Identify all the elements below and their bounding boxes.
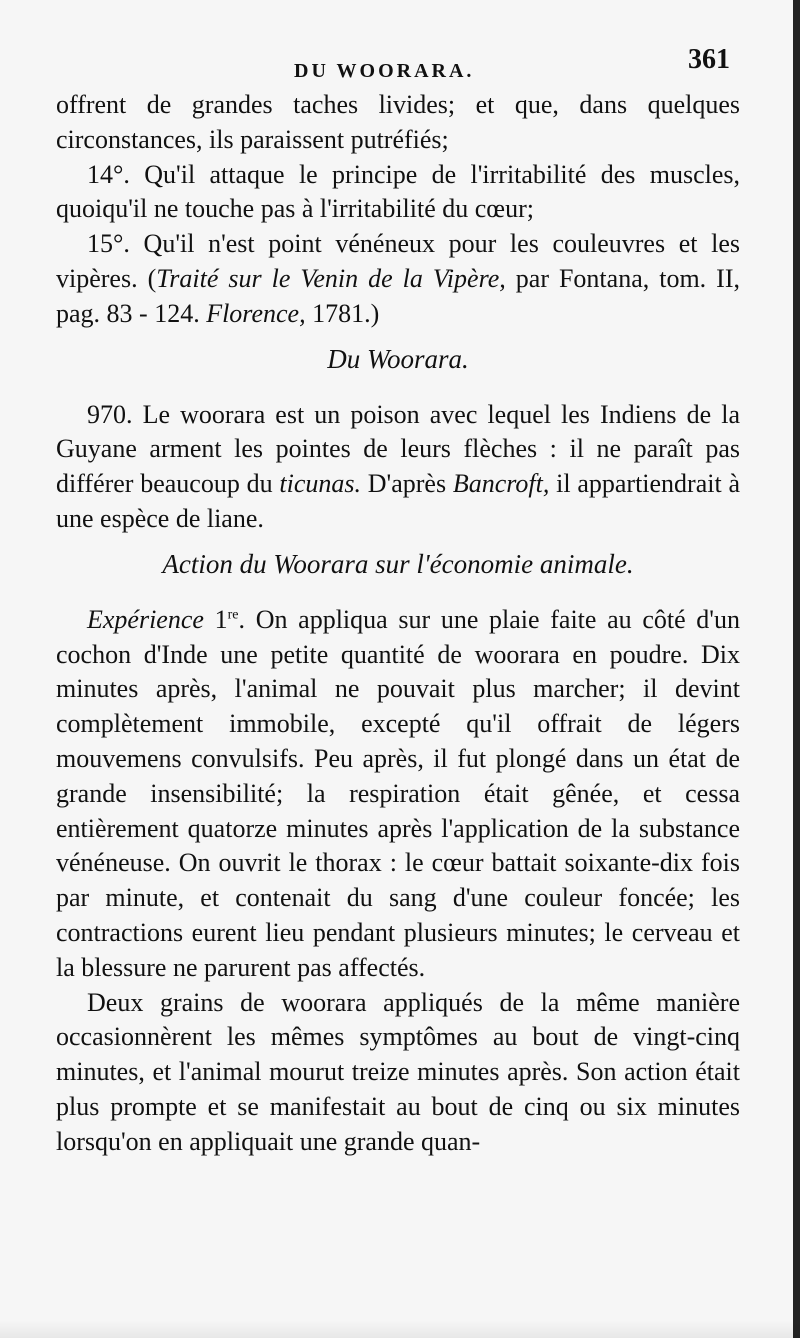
running-head: DU WOORARA.	[294, 60, 475, 82]
paragraph-970	[56, 398, 740, 537]
citation-place: Florence,	[206, 298, 306, 328]
page-header	[0, 44, 800, 84]
scan-edge	[793, 0, 800, 1338]
paragraph-970-middle: D'après	[360, 469, 453, 499]
section-heading: Du Woorara.	[327, 343, 469, 374]
numbered-point-15	[56, 227, 740, 331]
paragraph-continuation: offrent de grandes taches livides; et que, dans quelques circonstances, ils paraissent putréfiés;	[56, 90, 740, 154]
experiment-label: Expérience	[87, 604, 204, 634]
page-number: 361	[688, 44, 730, 75]
italic-bancroft: Bancroft,	[452, 469, 550, 499]
scan-shadow	[0, 1320, 800, 1338]
numbered-point-14: 14°. Qu'il attaque le principe de l'irritabilité des muscles, quoiqu'il ne touche pas à l'irritabilité du cœur;	[56, 159, 740, 224]
subsection-heading: Action du Woorara sur l'économie animale.	[162, 548, 634, 579]
italic-ticunas: ticunas.	[279, 469, 361, 499]
paragraph-970-text: 970. Le woorara est un poison avec lequel les Indiens de la Guyane arment les pointes de leurs flèches : il ne paraît pas différer beaucoup du	[56, 399, 740, 499]
main-text	[56, 88, 740, 1160]
citation-year: 1781.)	[305, 298, 380, 328]
follow-up-paragraph: Deux grains de woorara appliqués de la même manière occasionnèrent les mêmes symptômes au bout de vingt-cinq minutes, et l'animal mourut treize minutes après. Son action était plus prompte et se manifestait au bout de cinq ou six minutes lorsqu'on en appliquait une grande quan-	[56, 987, 740, 1156]
experiment-paragraph	[56, 603, 740, 986]
experiment-text: . On appliqua sur une plaie faite au côté d'un cochon d'Inde une petite quantité de woorara en poudre. Dix minutes après, l'animal ne pouvait plus marcher; il devint complètement immobile, excepté qu'il offrait de légers mouvemens convulsifs. Peu après, il fut plongé dans un état de grande insensibilité; la respiration était gênée, et cessa entièrement quatorze minutes après l'application de la substance vénéneuse. On ouvrit le thorax : le cœur battait soixante-dix fois par minute, et contenait du sang d'une couleur foncée; les contractions eurent lieu pendant plusieurs minutes; le cerveau et la blessure ne parurent pas affectés.	[56, 604, 740, 982]
point-15-text: 15°. Qu'il n'est point vénéneux pour les couleuvres et les vipères. (	[56, 229, 740, 293]
experiment-superscript: re	[227, 607, 239, 623]
paragraph-970-end: il appartiendrait à une espèce de liane.	[56, 469, 740, 533]
experiment-number: 1	[203, 604, 228, 634]
citation-details: par Fontana, tom. II, pag. 83 - 124.	[56, 263, 740, 328]
treatise-title: Traité sur le Venin de la Vipère,	[156, 263, 506, 293]
